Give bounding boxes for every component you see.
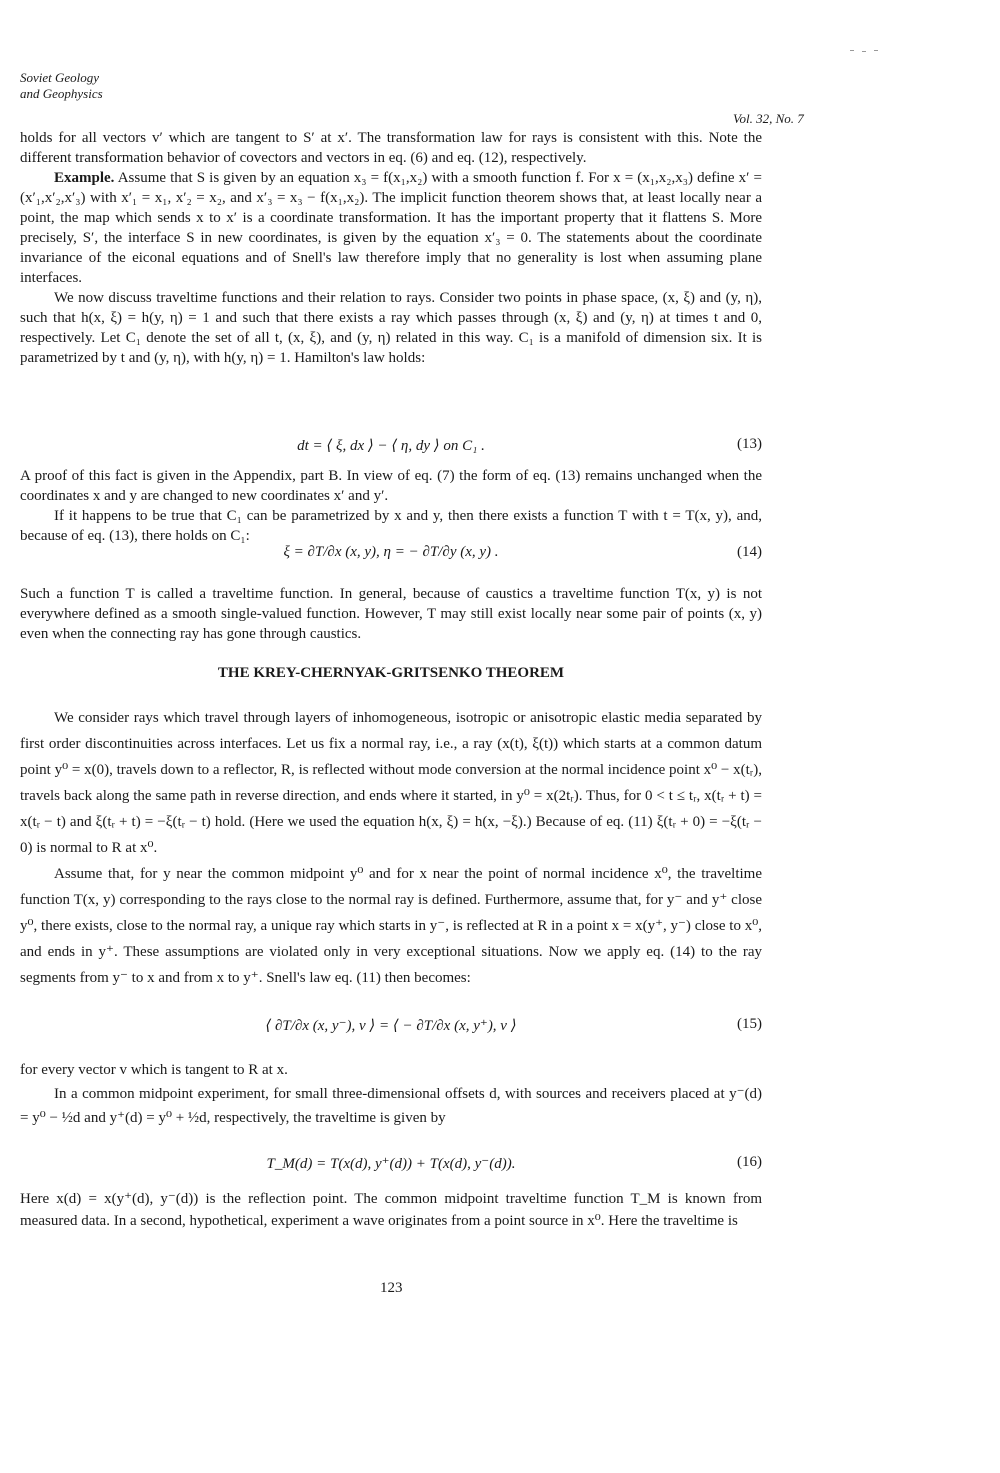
journal-name-line-1: Soviet Geology (20, 70, 100, 85)
equation-15-number: (15) (737, 1016, 762, 1032)
equation-13-expression: dt = ⟨ ξ, dx ⟩ − ⟨ η, dy ⟩ on C₁ . (297, 438, 485, 454)
equation-16-expression: T_M(d) = T(x(d), y⁺(d)) + T(x(d), y⁻(d)). (266, 1156, 516, 1172)
section-heading: THE KREY-CHERNYAK-GRITSENKO THEOREM (217, 665, 565, 681)
paragraph-2: Assume that S is given by an equation x₃ = f(x₁,x₂) with a smooth function f. For x = (x₁,x₂,x₃) define x′ = (x′₁,x′₂,x′₃) with x′₁ = x₁, x′₂ = x₂, and x′₃ = x₃ − f(x₁,x₂). The implicit function theorem shows that, at least locally near a point, the map which sends x to x′ is a coordinate transformation. It has the important property that it flattens S. More precisely, S′, the interface S in new coordinates, is given by the equation x′₃ = 0. The statements about the coordinate invariance of the eiconal equations and of Snell's law therefore imply that no generality is lost when assuming plane interfaces. (20, 170, 762, 286)
text-block-3 (20, 584, 762, 644)
example-label: Example. (54, 170, 115, 186)
text-block-5 (20, 1058, 762, 1130)
equation-16 (20, 1150, 762, 1182)
paragraph-example (20, 168, 762, 288)
scan-speck (850, 50, 854, 51)
paragraph-3: We now discuss traveltime functions and their relation to rays. Consider two points in phase space, (x, ξ) and (y, η), such that h(x, ξ) = h(y, η) = 1 and such that there exists a ray which passes through (x, ξ) and (y, η) at times t and 0, respectively. Let C₁ denote the set of all t, (x, ξ), and (y, η) related in this way. C₁ is a manifold of dimension six. It is parametrized by t and (y, η), with h(y, η) = 1. Hamilton's law holds: (20, 290, 762, 366)
scan-speck (874, 50, 878, 51)
journal-name-line-2: and Geophysics (20, 86, 103, 101)
paragraph-1: holds for all vectors v′ which are tangent to S′ at x′. The transformation law for rays is consistent with this. Note the different transformation behavior of covectors and vectors in eq. (6) and eq. (12), respectively. (20, 130, 762, 166)
paragraph-6: Such a function T is called a traveltime function. In general, because of caustics a traveltime function T(x, y) is not everywhere defined as a smooth single-valued function. However, T may still exist locally near some pair of points (x, y) even when the connecting ray has gone through caustics. (20, 586, 762, 642)
equation-15 (20, 1012, 762, 1044)
equation-15-expression: ⟨ ∂T/∂x (x, y⁻), v ⟩ = ⟨ − ∂T/∂x (x, y⁺), v ⟩ (265, 1018, 517, 1034)
paragraph-11: Here x(d) = x(y⁺(d), y⁻(d)) is the reflection point. The common midpoint traveltime function T_M is known from measured data. In a second, hypothetical, experiment a wave originates from a point source in x⁰. Here the traveltime is (20, 1191, 762, 1229)
equation-14 (20, 540, 762, 572)
text-block-2 (20, 466, 762, 546)
equation-14-number: (14) (737, 544, 762, 560)
equation-13-number: (13) (737, 436, 762, 452)
equation-14-expression: ξ = ∂T/∂x (x, y), η = − ∂T/∂y (x, y) . (283, 544, 499, 560)
scan-speck (862, 51, 866, 52)
volume-issue: Vol. 32, No. 7 (733, 111, 804, 126)
text-block-1 (20, 128, 762, 368)
text-block-6 (20, 1188, 762, 1232)
paragraph-7: We consider rays which travel through layers of inhomogeneous, isotropic or anisotropic elastic media separated by first order discontinuities across interfaces. Let us fix a normal ray, i.e., a ray (x(t), ξ(t)) which starts at a common datum point y⁰ = x(0), travels down to a reflector, R, is reflected without mode conversion at the normal incidence point x⁰ − x(tᵣ), travels back along the same path in reverse direction, and ends where it started, in y⁰ = x(2tᵣ). Thus, for 0 < t ≤ tᵣ, x(tᵣ + t) = x(tᵣ − t) and ξ(tᵣ + t) = −ξ(tᵣ − t) hold. (Here we used the equation h(x, ξ) = h(x, −ξ).) Because of eq. (11) ξ(tᵣ + 0) = −ξ(tᵣ − 0) is normal to R at x⁰. (20, 710, 762, 856)
equation-13 (20, 432, 762, 464)
paragraph-10: In a common midpoint experiment, for small three-dimensional offsets d, with sources and receivers placed at y⁻(d) = y⁰ − ½d and y⁺(d) = y⁰ + ½d, respectively, the traveltime is given by (20, 1086, 762, 1126)
journal-name (20, 70, 103, 102)
paragraph-9: for every vector v which is tangent to R at x. (20, 1062, 288, 1078)
text-block-4 (20, 705, 762, 991)
paragraph-5: If it happens to be true that C₁ can be parametrized by x and y, then there exists a function T with t = T(x, y), and, because of eq. (13), there holds on C₁: (20, 508, 762, 544)
page-number: 123 (380, 1280, 403, 1296)
paragraph-8: Assume that, for y near the common midpoint y⁰ and for x near the point of normal incidence x⁰, the traveltime function T(x, y) corresponding to the rays close to the normal ray is defined. Furthermore, assume that, for y⁻ and y⁺ close y⁰, there exists, close to the normal ray, a unique ray which starts in y⁻, is reflected at R in a point x = x(y⁺, y⁻) close to x⁰, and ends in y⁺. These assumptions are violated only in very exceptional situations. Now we apply eq. (14) to the ray segments from y⁻ to x and from x to y⁺. Snell's law eq. (11) then becomes: (20, 866, 762, 986)
equation-16-number: (16) (737, 1154, 762, 1170)
paragraph-4: A proof of this fact is given in the Appendix, part B. In view of eq. (7) the form of eq. (13) remains unchanged when the coordinates x and y are changed to new coordinates x′ and y′. (20, 468, 762, 504)
